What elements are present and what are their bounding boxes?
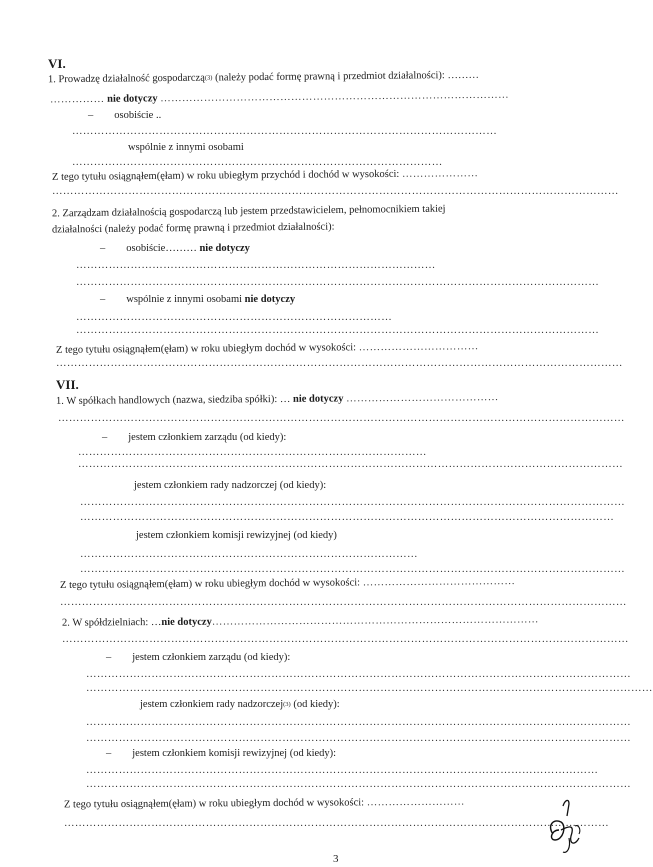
vii-q1-income-label: Z tego tytułu osiągnąłem(ęłam) w roku ubiegłym dochód w wysokości: [59,577,361,591]
bullet: – [100,243,106,254]
vi-q2-joint-answer: nie dotyczy [244,294,296,305]
vii-q2-footnote-ref: (3) [283,701,291,708]
bullet: – [100,294,106,305]
vii-q1-income-row: Z tego tytułu osiągnąłem(ęłam) w roku ubiegłym dochód w wysokości: …………………………………… [59,576,516,591]
vii-q1-audit-fill-2: …………………………………………………………………………………………………………………………………… [80,564,625,575]
vii-q2-question: 2. W spółdzielniach: …nie dotyczy……………………………………………………………………………… [61,614,539,629]
vi-q2-joint-row [100,294,295,306]
vii-q1-income-fill: ………………………………………………………………………………………………………………………………………… [60,597,627,608]
vii-q2-income-row: Z tego tytułu osiągnąłem(ęłam) w roku ubiegłym dochód w wysokości: ……………………… [63,796,465,811]
vii-q2-income-fill: …………………………………………………………………………………………………………………………………… [64,818,609,829]
vii-q1-board-label: jestem członkiem zarządu (od kiedy): [128,432,287,443]
vi-q1-income-fill: ………………………………………………………………………………………………………………………………………… [52,186,619,197]
vi-q1-personal-row [88,110,161,122]
vi-q2-personal-row [100,243,250,255]
section-vii-heading: VII. [56,377,79,392]
bullet: – [88,110,94,121]
vi-q2-joint-fill-1: …………………………………………………………………………… [76,312,393,323]
vii-q2-supervisory-row [140,699,340,711]
vi-q1-question [48,70,479,87]
vii-q2-supervisory-rest: (od kiedy): [290,699,340,710]
vii-q2-answer-fill: ………………………………………………………………………………………………………………………………………… [62,634,629,645]
vi-q2-text-b: działalności (należy podać formę prawną i przedmiot działalności): [51,221,335,236]
vi-q2-income-fill: ………………………………………………………………………………………………………………………………………… [56,358,623,369]
bullet: – [106,748,112,759]
vii-q1-text: 1. W spółkach handlowych (nazwa, siedziba spółki): … [55,393,291,407]
vii-q2-audit-fill-1: …………………………………………………………………………………………………………………………… [86,765,599,776]
vi-q1-personal-fill: ……………………………………………………………………………………………………… [72,126,498,137]
vii-q1-answer: nie dotyczy [292,393,344,405]
vii-q2-answer: nie dotyczy [161,616,212,628]
vii-q2-supervisory-fill-2: …………………………………………………………………………………………………………………………………… [86,733,631,744]
vi-q1-joint-fill: ………………………………………………………………………………………… [72,157,443,168]
vii-q1-supervisory-label: jestem członkiem rady nadzorczej (od kiedy): [134,480,327,491]
vi-q1-footnote-ref: (3) [204,74,213,82]
vi-q2-personal-fill-2: ……………………………………………………………………………………………………………………………… [76,277,600,288]
vi-q1-joint-label: wspólnie z innymi osobami [128,142,244,153]
vi-q2-personal-label: osobiście……… [126,243,197,254]
vi-q1-prefix: 1. Prowadzę działalność gospodarczą [47,72,205,86]
vii-q1-audit-label: jestem członkiem komisji rewizyjnej (od kiedy) [136,530,337,541]
vi-q2-personal-answer: nie dotyczy [199,243,250,254]
vi-q2-income-label: Z tego tytułu osiągnąłem(ęłam) w roku ubiegłym dochód w wysokości: [55,342,357,356]
vii-q1-board-fill-2: …………………………………………………………………………………………………………………………………… [78,459,623,470]
vii-q2-board-fill-1: …………………………………………………………………………………………………………………………………… [86,669,631,680]
vi-q1-income-label: Z tego tytułu osiągnąłem(ęłam) w roku ubiegłym przychód i dochód w wysokości: [51,168,400,183]
vii-q2-audit-fill-2: …………………………………………………………………………………………………………………………………… [86,779,631,790]
vii-q1-board-fill-1: …………………………………………………………………………………… [78,447,427,458]
vii-q2-board-fill-2: ………………………………………………………………………………………………………………………………………… [86,683,653,694]
vii-q2-board-row [106,652,290,664]
vii-q1-audit-fill-1: ………………………………………………………………………………… [80,549,418,560]
section-vi-heading: VI. [48,56,66,71]
vi-q1-rest: (należy podać formę prawną i przedmiot działalności): ……… [212,69,479,84]
bullet: – [102,432,108,443]
vi-q2-income-row: Z tego tytułu osiągnąłem(ęłam) w roku ubiegłym dochód w wysokości: …………………………… [55,341,479,356]
vi-q1-answer-line: …………… nie dotyczy …………………………………………………………………………………… [49,89,510,106]
vii-q2-income-label: Z tego tytułu osiągnąłem(ęłam) w roku ubiegłym dochód w wysokości: [63,797,365,811]
vii-q1-board-row [102,432,286,444]
vii-q2-supervisory-label: jestem członkiem rady nadzorczej [140,699,284,710]
vii-q2-supervisory-fill-1: …………………………………………………………………………………………………………………………………… [86,717,631,728]
vii-q2-board-label: jestem członkiem zarządu (od kiedy): [132,652,291,663]
vii-q1-question: 1. W spółkach handlowych (nazwa, siedziba spółki): … nie dotyczy …………………………………… [55,392,499,407]
vi-q2-joint-label: wspólnie z innymi osobami [126,294,243,305]
handwritten-initials [545,796,587,858]
vii-q1-supervisory-fill-1: …………………………………………………………………………………………………………………………………… [80,497,625,508]
vi-q1-personal-label: osobiście .. [114,110,162,121]
vii-q2-audit-row [106,748,336,760]
vi-q1-answer: nie dotyczy [107,93,158,105]
vi-q2-text-a: 2. Zarządzam działalnością gospodarczą lub jestem przedstawicielem, pełnomocnikiem takiej [51,203,446,220]
vi-q1-income-row: Z tego tytułu osiągnąłem(ęłam) w roku ubiegłym przychód i dochód w wysokości: ………………… [51,168,479,183]
vi-q2-joint-fill-2: ……………………………………………………………………………………………………………………………… [76,325,600,336]
vii-q2-text: 2. W spółdzielniach: … [61,616,162,629]
page-number: 3 [333,853,339,865]
vi-q2-personal-fill-1: ……………………………………………………………………………………… [76,260,436,271]
vii-q2-audit-label: jestem członkiem komisji rewizyjnej (od kiedy): [132,748,337,759]
bullet: – [106,652,112,663]
vii-q1-answer-fill: ………………………………………………………………………………………………………………………………………… [58,413,625,424]
vii-q1-supervisory-fill-2: ………………………………………………………………………………………………………………………………… [80,512,615,523]
